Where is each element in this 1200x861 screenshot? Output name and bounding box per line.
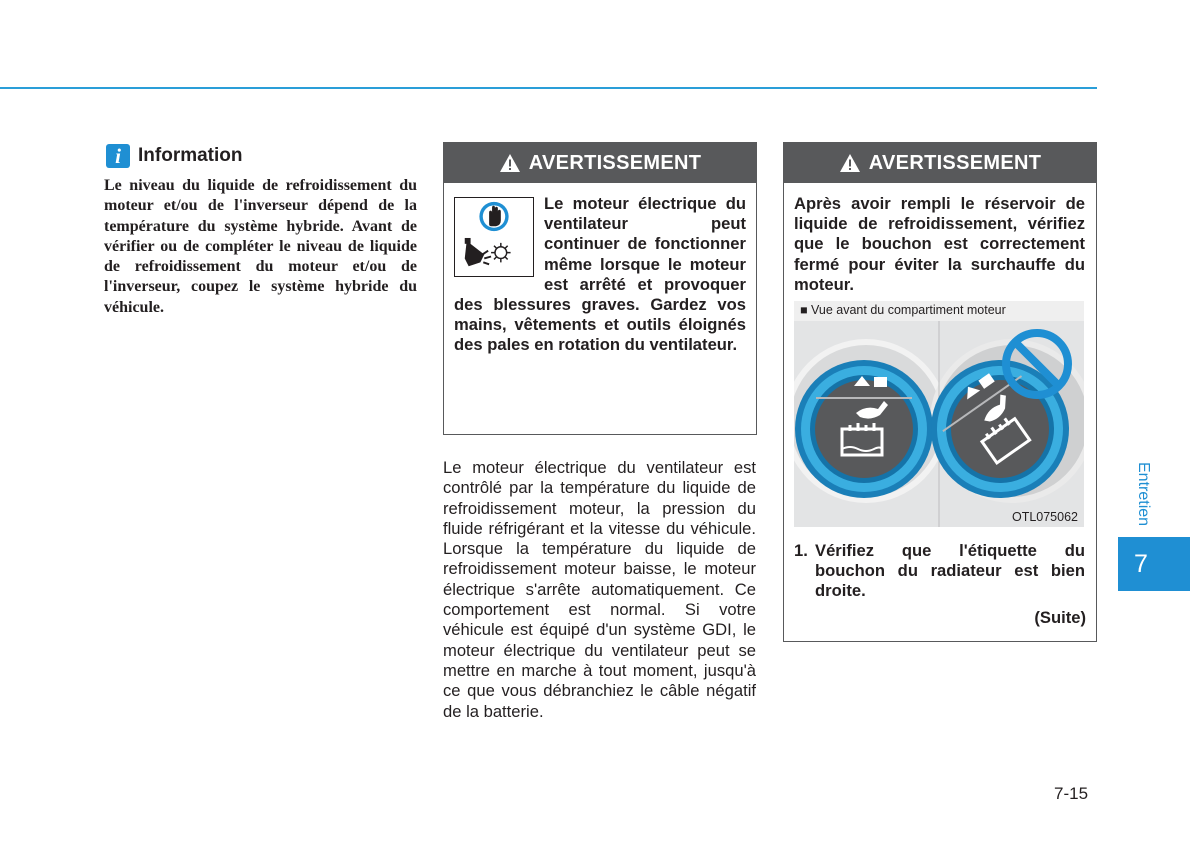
warning1-text: Le moteur électrique du ventilateur peut continuer de fonctionner même lorsque le moteur est arrêté et provoquer des blessures graves. Gardez vos mains, vêtements et outils éloignés des pales en rotation du ventilateur. — [454, 194, 746, 355]
warning-box-fan — [443, 142, 757, 435]
section-label: Entretien — [1135, 462, 1152, 527]
continued-label: (Suite) — [1034, 608, 1086, 627]
step-text: Vérifiez que l'étiquette du bouchon du radiateur est bien droite. — [815, 541, 1085, 601]
radiator-cap-figure — [794, 301, 1084, 527]
warning-header — [444, 143, 756, 183]
figure-caption: ■ Vue avant du compartiment moteur — [800, 303, 1006, 317]
radiator-cap-illustration — [794, 301, 1084, 527]
fan-hazard-icon — [454, 197, 534, 277]
chapter-tab: 7 — [1118, 537, 1190, 591]
warning-header-label: AVERTISSEMENT — [868, 151, 1042, 174]
warning-header — [784, 143, 1096, 183]
info-body: Le niveau du liquide de refroidissement du moteur et/ou de l'inverseur dépend de la température du système hybride. Avant de vérifier ou de compléter le niveau de liquide de refroidissement du moteur et/ou de l'inverseur, coupez le système hybride du véhicule. — [104, 177, 417, 316]
step-item — [794, 541, 1085, 602]
page-number: 7-15 — [1054, 784, 1089, 803]
cap-correct — [795, 360, 933, 498]
fan-description: Le moteur électrique du ventilateur est contrôlé par la température du liquide de refroidissement moteur, la pression du fluide réfrigérant et la vitesse du véhicule. Lorsque la température du liquide de refroidissement moteur baisse, le moteur électrique s'arrête automatiquement. Ce comportement est normal. Si votre véhicule est équipé d'un système GDI, le moteur électrique du ventilateur peut se mettre en marche à tout moment, jusqu'à ce que vous débranchiez le câble négatif de la batterie. — [443, 458, 756, 721]
warning-header-label: AVERTISSEMENT — [528, 151, 702, 174]
warning-box-cap — [783, 142, 1097, 642]
info-title: Information — [138, 145, 243, 166]
warning-triangle-icon — [499, 153, 521, 173]
warning-triangle-icon — [839, 153, 861, 173]
step-number: 1. — [794, 541, 808, 560]
info-icon: i — [106, 144, 130, 168]
figure-code: OTL075062 — [1011, 510, 1078, 524]
info-header — [106, 144, 243, 168]
top-rule — [0, 87, 1097, 89]
warning2-text: Après avoir rempli le réservoir de liquide de refroidissement, vérifiez que le bouchon est correctement fermé pour éviter la surchauffe du moteur. — [794, 194, 1085, 294]
